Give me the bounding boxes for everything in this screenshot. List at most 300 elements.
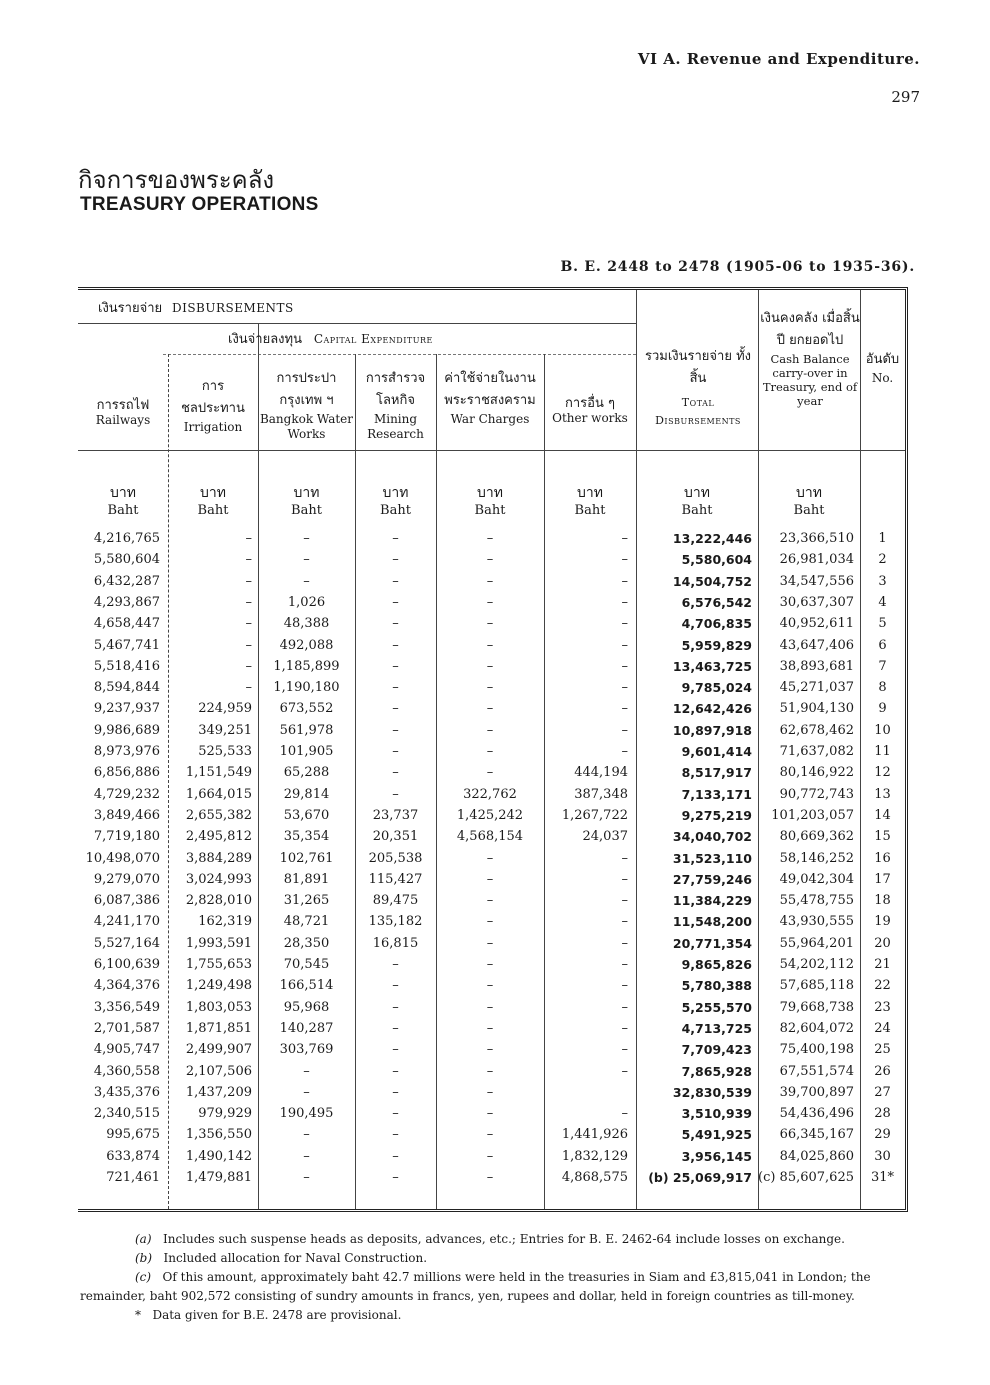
cash-balance-cell: 39,700,897 <box>779 1084 854 1100</box>
unit-thai: บาท <box>577 485 603 501</box>
water-works-cell: 140,287 <box>279 1020 334 1036</box>
other-works-cell: – <box>621 552 628 568</box>
cash-balance-cell: 30,637,307 <box>779 594 854 610</box>
total-cell: 5,255,570 <box>681 999 752 1015</box>
cash-balance-cell: 38,893,681 <box>779 658 854 674</box>
cash-balance-cell: 55,478,755 <box>779 893 854 909</box>
unit-english: Baht <box>380 503 411 518</box>
railways-cell: 2,701,587 <box>93 1020 160 1036</box>
cash-balance-cell: 55,964,201 <box>779 935 854 951</box>
water-works-cell: 81,891 <box>283 871 330 887</box>
irrigation-cell: 1,871,851 <box>185 1020 252 1036</box>
other-works-cell: – <box>621 1020 628 1036</box>
mining-cell: 135,182 <box>368 914 423 930</box>
unit-thai: บาท <box>382 485 409 501</box>
other-works-cell: – <box>621 637 628 653</box>
mining-cell: – <box>392 744 399 759</box>
other-works-cell: – <box>621 1042 628 1058</box>
footnote-text: Included allocation for Naval Construction. <box>163 1251 428 1265</box>
cash-balance-cell: 84,025,860 <box>779 1148 854 1164</box>
total-cell: 10,897,918 <box>672 722 752 738</box>
other-works-cell <box>544 1082 628 1103</box>
other-works-cell: – <box>621 850 628 866</box>
other-works-cell: – <box>621 914 628 930</box>
war-charges-cell: – <box>486 1042 494 1058</box>
other-works-cell: 1,441,926 <box>561 1127 628 1143</box>
other-works-cell: – <box>621 531 628 546</box>
irrigation-cell: – <box>245 658 252 674</box>
other-works-cell: – <box>621 957 628 972</box>
irrigation-cell: 2,495,812 <box>185 829 252 845</box>
section-heading: VI A. Revenue and Expenditure. <box>637 50 920 68</box>
other-works-cell: – <box>621 594 628 610</box>
unit-english: Baht <box>107 503 139 518</box>
capital-header-thai: เงินจ่ายลงทุน <box>228 332 302 347</box>
total-disbursements-header-english: Total Disbursements <box>655 396 741 427</box>
total-cell: 11,384,229 <box>672 893 752 909</box>
number-header <box>860 352 905 386</box>
water-works-cell: – <box>303 1170 310 1185</box>
irrigation-cell: 2,655,382 <box>185 807 252 823</box>
unit-english: Baht <box>681 503 713 518</box>
irrigation-cell: 349,251 <box>198 722 252 738</box>
water-works-cell: 673,552 <box>279 701 334 717</box>
total-cell: 14,504,752 <box>672 573 752 589</box>
other-works-cell: – <box>621 744 628 759</box>
other-works-cell: – <box>621 935 628 951</box>
row-number-cell: 26 <box>874 1063 891 1079</box>
cash-balance-cell: 101,203,057 <box>771 807 854 823</box>
irrigation-cell: – <box>245 616 252 632</box>
war-charges-cell: – <box>486 658 494 674</box>
other-works-cell: – <box>621 616 628 632</box>
other-works-cell: 444,194 <box>574 765 628 781</box>
railways-cell: 8,594,844 <box>93 680 160 696</box>
unit-english: Baht <box>574 503 606 518</box>
mining-cell: – <box>392 786 399 802</box>
water-works-cell: 48,388 <box>283 616 330 632</box>
footnote <box>80 1230 920 1249</box>
mining-cell: – <box>392 1170 399 1185</box>
water-works-cell: 1,190,180 <box>273 680 340 696</box>
mining-cell: – <box>392 765 399 781</box>
disbursements-header <box>98 301 398 316</box>
irrigation-cell: 525,533 <box>198 744 252 759</box>
other-works-cell: – <box>621 978 628 994</box>
period-label: B. E. 2448 to 2478 (1905-06 to 1935-36). <box>560 259 915 275</box>
cash-balance-cell: 43,930,555 <box>779 914 854 930</box>
mining-cell: – <box>392 701 399 717</box>
row-number-cell: 4 <box>878 594 887 610</box>
cash-balance-cell: 54,202,112 <box>779 957 854 972</box>
mining-cell: – <box>392 1148 399 1164</box>
unit-label <box>258 485 355 519</box>
irrigation-cell: 3,884,289 <box>185 850 252 866</box>
row-number-cell: 24 <box>874 1020 891 1036</box>
other-works-cell: 1,832,129 <box>561 1148 628 1164</box>
total-cell: 9,865,826 <box>681 957 752 972</box>
row-number-cell: 8 <box>878 680 887 696</box>
water-works-cell: 102,761 <box>279 850 334 866</box>
total-cell: 20,771,354 <box>672 935 752 951</box>
war-charges-header-english: War Charges <box>450 412 530 426</box>
irrigation-cell: – <box>245 573 252 589</box>
water-works-cell: 70,545 <box>283 957 330 972</box>
war-charges-cell: – <box>486 1127 494 1143</box>
water-works-cell: 303,769 <box>279 1042 334 1058</box>
unit-english: Baht <box>474 503 506 518</box>
cash-balance-header <box>760 308 860 408</box>
unit-thai: บาท <box>110 485 136 501</box>
war-charges-cell: – <box>486 722 494 738</box>
total-cell: 9,785,024 <box>681 680 752 696</box>
footnote-text: Includes such suspense heads as deposits, advances, etc.; Entries for B. E. 2462-64 include losses on exchange. <box>162 1232 845 1246</box>
total-cell: 5,959,829 <box>681 637 752 653</box>
railways-cell: 5,580,604 <box>93 552 160 568</box>
war-charges-cell: 322,762 <box>463 786 517 802</box>
mining-cell: – <box>392 552 399 568</box>
footnote <box>80 1268 920 1287</box>
other-works-cell: – <box>621 722 628 738</box>
cash-balance-cell: 57,685,118 <box>779 978 854 994</box>
railways-cell: 3,356,549 <box>93 999 160 1015</box>
water-works-cell: 166,514 <box>279 978 334 994</box>
other-works-cell: – <box>621 1106 628 1122</box>
row-number-cell: 15 <box>874 829 891 845</box>
row-number-cell: 14 <box>874 807 891 823</box>
water-works-header-thai: การประปา กรุงเทพ ฯ <box>276 371 337 408</box>
total-cell: 4,706,835 <box>681 616 752 632</box>
water-works-cell: – <box>303 1063 310 1079</box>
total-cell: 3,510,939 <box>681 1106 752 1122</box>
row-number-cell: 30 <box>874 1148 891 1164</box>
row-number-cell: 29 <box>874 1127 891 1143</box>
row-number-cell: 22 <box>874 978 891 994</box>
mining-cell: – <box>392 1042 399 1058</box>
railways-cell: 4,729,232 <box>93 786 160 802</box>
cash-balance-cell: 75,400,198 <box>779 1042 854 1058</box>
disbursements-header-english: DISBURSEMENTS <box>171 301 294 315</box>
war-charges-cell: – <box>486 893 494 909</box>
water-works-cell: 492,088 <box>279 637 334 653</box>
unit-label <box>544 485 636 519</box>
total-cell: 7,865,928 <box>681 1063 752 1079</box>
irrigation-header-thai: การ ชลประทาน <box>181 379 245 416</box>
page-title: TREASURY OPERATIONS <box>80 194 319 215</box>
mining-cell: – <box>392 1020 399 1036</box>
unit-thai: บาท <box>684 485 710 501</box>
page-number: 297 <box>891 88 920 106</box>
railways-cell: 4,658,447 <box>93 616 160 632</box>
mining-header-thai: การสำรวจ โลหกิจ <box>365 371 426 408</box>
rule <box>78 450 905 451</box>
total-cell: 27,759,246 <box>672 871 752 887</box>
mining-cell: – <box>392 1084 399 1100</box>
mining-cell: – <box>392 1106 399 1122</box>
railways-cell: 995,675 <box>106 1127 160 1143</box>
total-cell: 8,517,917 <box>681 765 752 781</box>
total-cell: 4,713,725 <box>681 1020 752 1036</box>
war-charges-cell: – <box>486 999 494 1015</box>
mining-cell: – <box>392 1127 399 1143</box>
cash-balance-cell: 58,146,252 <box>779 850 854 866</box>
cash-balance-cell: 51,904,130 <box>779 701 854 717</box>
total-cell: 6,576,542 <box>681 594 752 610</box>
unit-thai: บาท <box>200 485 226 501</box>
irrigation-header-english: Irrigation <box>183 420 243 434</box>
row-number-cell: 3 <box>878 573 887 589</box>
row-number-cell: 1 <box>878 531 887 546</box>
footnote-text: Data given for B.E. 2478 are provisional. <box>152 1308 402 1322</box>
footnote-mark: (b) <box>135 1251 153 1265</box>
cash-balance-cell: 67,551,574 <box>779 1063 854 1079</box>
war-charges-cell: 1,425,242 <box>456 807 524 823</box>
water-works-cell: – <box>303 1084 310 1100</box>
railways-cell: 6,432,287 <box>93 573 160 589</box>
irrigation-cell: 1,803,053 <box>185 999 252 1015</box>
total-cell: 13,222,446 <box>672 531 752 546</box>
irrigation-cell: – <box>245 594 252 610</box>
war-charges-cell: – <box>486 531 494 546</box>
water-works-cell: 29,814 <box>283 786 330 802</box>
railways-cell: 4,293,867 <box>93 594 160 610</box>
railways-cell: 9,279,070 <box>93 871 160 887</box>
war-charges-cell: – <box>486 701 494 717</box>
water-works-header <box>258 368 355 442</box>
cash-balance-cell: 71,637,082 <box>779 744 854 759</box>
capital-header-english: Capital Expenditure <box>313 332 433 346</box>
railways-cell: 4,216,765 <box>93 531 160 546</box>
water-works-cell: 48,721 <box>283 914 330 930</box>
other-works-cell: – <box>621 893 628 909</box>
number-header-english: No. <box>871 371 894 385</box>
row-number-cell: 25 <box>874 1042 891 1058</box>
row-number-cell: 19 <box>874 914 891 930</box>
war-charges-cell: – <box>486 1170 494 1185</box>
total-cell: 13,463,725 <box>672 658 752 674</box>
war-charges-cell: – <box>486 978 494 994</box>
cash-balance-cell: (c) 85,607,625 <box>758 1170 854 1185</box>
war-charges-cell: – <box>486 680 494 696</box>
water-works-cell: 53,670 <box>283 807 330 823</box>
row-number-cell: 11 <box>874 744 891 759</box>
other-works-cell: – <box>621 680 628 696</box>
war-charges-cell: – <box>486 552 494 568</box>
war-charges-cell: – <box>486 914 494 930</box>
unit-thai: บาท <box>477 485 503 501</box>
cash-balance-cell: 49,042,304 <box>779 871 854 887</box>
war-charges-cell: – <box>486 935 494 951</box>
war-charges-cell: 4,568,154 <box>456 829 524 845</box>
mining-cell: 16,815 <box>372 935 419 951</box>
unit-label <box>78 485 168 519</box>
total-cell: 12,642,426 <box>672 701 752 717</box>
other-works-cell: 387,348 <box>574 786 628 802</box>
row-number-cell: 18 <box>874 893 891 909</box>
total-cell: 5,580,604 <box>681 552 752 568</box>
water-works-cell: – <box>303 1148 310 1164</box>
railways-cell: 5,467,741 <box>93 637 160 653</box>
total-disbursements-header <box>640 346 756 430</box>
other-works-cell: 24,037 <box>582 829 628 845</box>
unit-label <box>168 485 258 519</box>
railways-cell: 9,237,937 <box>93 701 160 717</box>
row-number-cell: 27 <box>874 1084 891 1100</box>
footnote <box>80 1306 920 1325</box>
irrigation-cell: 979,929 <box>198 1106 252 1122</box>
other-works-cell: – <box>621 999 628 1015</box>
railways-header-english: Railways <box>95 413 151 427</box>
cash-balance-cell: 80,669,362 <box>779 829 854 845</box>
water-works-cell: 101,905 <box>279 744 334 759</box>
irrigation-cell: – <box>245 531 252 546</box>
row-number-cell: 12 <box>874 765 891 781</box>
other-works-header <box>544 396 636 426</box>
total-cell: 34,040,702 <box>672 829 752 845</box>
other-works-cell: – <box>621 658 628 674</box>
irrigation-cell: – <box>245 552 252 568</box>
railways-cell: 4,905,747 <box>93 1042 160 1058</box>
unit-label <box>758 485 860 519</box>
irrigation-cell: 1,490,142 <box>185 1148 252 1164</box>
water-works-cell: 28,350 <box>283 935 330 951</box>
mining-cell: – <box>392 999 399 1015</box>
footnote-mark: (a) <box>135 1232 152 1246</box>
cash-balance-cell: 26,981,034 <box>779 552 854 568</box>
railways-cell: 4,241,170 <box>93 914 160 930</box>
irrigation-cell: 162,319 <box>198 914 252 930</box>
mining-cell: 115,427 <box>368 871 423 887</box>
total-cell: 5,780,388 <box>681 978 752 994</box>
war-charges-cell: – <box>486 637 494 653</box>
cash-balance-cell: 23,366,510 <box>779 531 854 546</box>
row-number-cell: 21 <box>874 957 891 972</box>
mining-cell: – <box>392 978 399 994</box>
row-number-cell: 13 <box>874 786 891 802</box>
war-charges-cell: – <box>486 594 494 610</box>
mining-cell: – <box>392 658 399 674</box>
row-number-cell: 2 <box>878 552 887 568</box>
total-cell: 7,133,171 <box>681 786 752 802</box>
other-works-cell: 1,267,722 <box>561 807 628 823</box>
row-number-cell: 23 <box>874 999 891 1015</box>
mining-cell: – <box>392 573 399 589</box>
mining-cell: – <box>392 637 399 653</box>
footnote-text: Of this amount, approximately baht 42.7 millions were held in the treasuries in Siam and £3,815,041 in London; the <box>162 1270 871 1284</box>
unit-label <box>436 485 544 519</box>
total-cell: 3,956,145 <box>681 1148 752 1164</box>
total-cell: (b) 25,069,917 <box>648 1170 752 1185</box>
cash-balance-cell: 80,146,922 <box>779 765 854 781</box>
mining-cell: – <box>392 531 399 546</box>
war-charges-cell: – <box>486 573 494 589</box>
cash-balance-cell: 54,436,496 <box>779 1106 854 1122</box>
mining-cell: 23,737 <box>372 807 419 823</box>
water-works-cell: 561,978 <box>279 722 334 738</box>
footnote <box>80 1249 920 1268</box>
war-charges-cell: – <box>486 871 494 887</box>
row-number-cell: 31* <box>870 1170 895 1185</box>
railways-header <box>78 398 168 428</box>
war-charges-cell: – <box>486 744 494 759</box>
mining-cell: 205,538 <box>368 850 423 866</box>
irrigation-cell: 224,959 <box>198 701 252 717</box>
total-cell: 11,548,200 <box>672 914 752 930</box>
irrigation-cell: 1,993,591 <box>185 935 252 951</box>
war-charges-header <box>436 368 544 427</box>
railways-header-thai: การรถไฟ <box>96 398 150 413</box>
mining-cell: – <box>392 594 399 610</box>
mining-cell: – <box>392 616 399 632</box>
railways-cell: 5,518,416 <box>93 658 160 674</box>
footnote-mark: * <box>135 1308 141 1322</box>
water-works-cell: – <box>303 552 310 568</box>
unit-english: Baht <box>197 503 229 518</box>
unit-label <box>355 485 436 519</box>
irrigation-cell: 3,024,993 <box>185 871 252 887</box>
war-charges-cell: – <box>486 1063 494 1079</box>
footnote-text: remainder, baht 902,572 consisting of sundry amounts in francs, yen, rupees and dollar, held in foreign countries as till-money. <box>80 1289 855 1303</box>
total-cell: 5,491,925 <box>681 1127 752 1143</box>
treasury-table <box>78 287 908 1212</box>
cash-balance-cell: 45,271,037 <box>779 680 854 696</box>
other-works-cell: – <box>621 701 628 717</box>
rule <box>163 354 636 355</box>
capital-header <box>228 332 528 347</box>
water-works-cell: 35,354 <box>283 829 330 845</box>
cash-balance-cell: 40,952,611 <box>779 616 854 632</box>
mining-cell: – <box>392 1063 399 1079</box>
mining-header-english: Mining Research <box>367 412 424 441</box>
irrigation-cell: 1,437,209 <box>185 1084 252 1100</box>
war-charges-cell: – <box>486 1020 494 1036</box>
mining-header <box>355 368 436 442</box>
war-charges-cell: – <box>486 616 494 632</box>
water-works-cell: 65,288 <box>283 765 330 781</box>
cash-balance-cell: 90,772,743 <box>779 786 854 802</box>
war-charges-header-thai: ค่าใช้จ่ายในงาน พระราชสงคราม <box>444 371 536 408</box>
footnote-mark: (c) <box>135 1270 152 1284</box>
irrigation-cell: – <box>245 680 252 696</box>
water-works-cell: – <box>303 573 310 589</box>
mining-cell: – <box>392 957 399 972</box>
war-charges-cell: – <box>486 850 494 866</box>
unit-label <box>636 485 758 519</box>
railways-cell: 8,973,976 <box>93 744 160 759</box>
total-cell: 7,709,423 <box>681 1042 752 1058</box>
cash-balance-cell: 66,345,167 <box>779 1127 854 1143</box>
mining-cell: – <box>392 722 399 738</box>
total-cell: 31,523,110 <box>672 850 752 866</box>
row-number-cell: 9 <box>878 701 887 717</box>
irrigation-cell: 2,499,907 <box>185 1042 252 1058</box>
irrigation-cell: 1,755,653 <box>185 957 252 972</box>
row-number-cell: 10 <box>874 722 891 738</box>
cash-balance-cell: 62,678,462 <box>779 722 854 738</box>
railways-cell: 633,874 <box>106 1148 160 1164</box>
cash-balance-cell: 82,604,072 <box>779 1020 854 1036</box>
row-number-cell: 6 <box>878 637 887 653</box>
war-charges-cell: – <box>486 1106 494 1122</box>
water-works-cell: 190,495 <box>279 1106 334 1122</box>
irrigation-cell: 1,356,550 <box>185 1127 252 1143</box>
unit-thai: บาท <box>293 485 320 501</box>
total-cell: 9,601,414 <box>681 744 752 759</box>
irrigation-cell: 1,151,549 <box>185 765 252 781</box>
water-works-header-english: Bangkok Water Works <box>259 412 354 441</box>
railways-cell: 9,986,689 <box>93 722 160 738</box>
railways-cell: 10,498,070 <box>85 850 160 866</box>
